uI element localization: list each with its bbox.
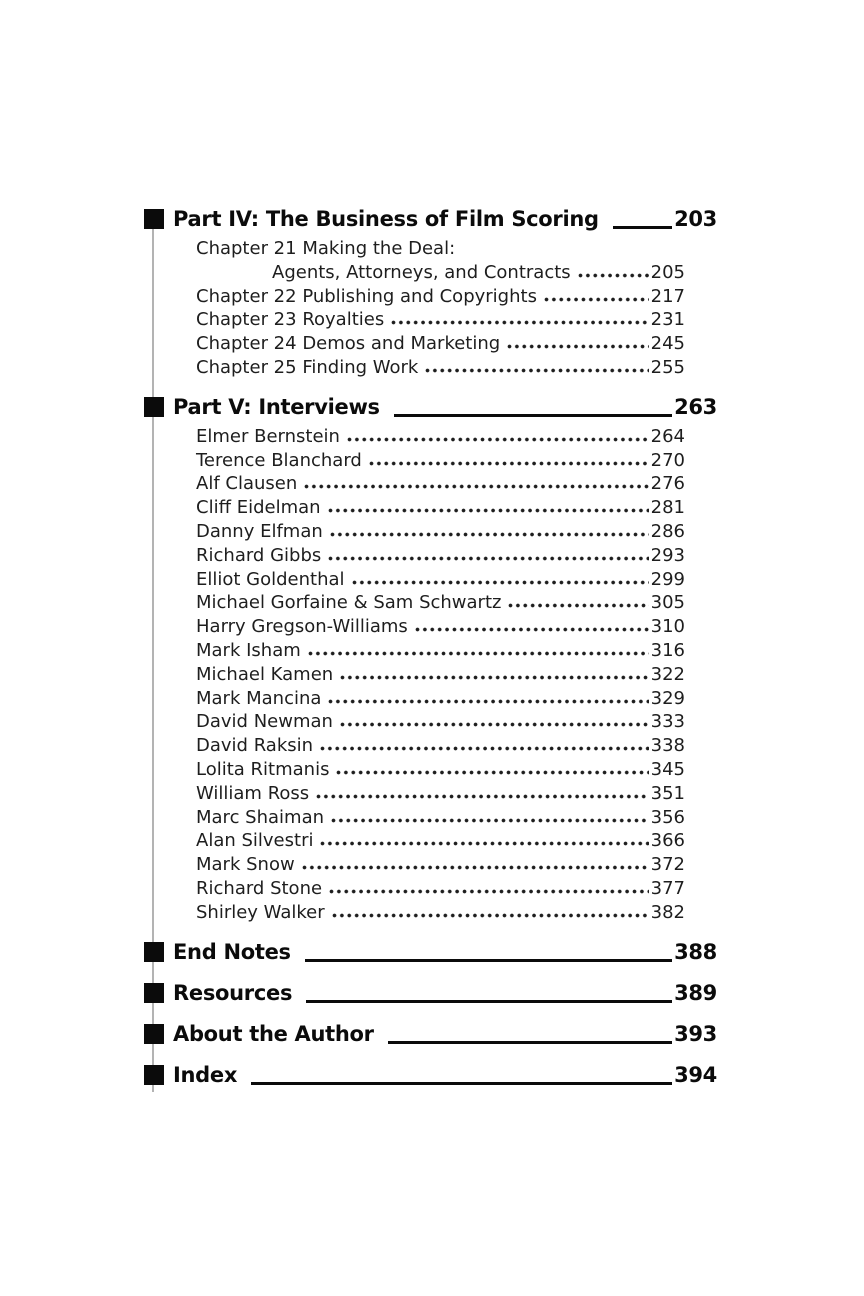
toc-section [144, 205, 717, 380]
leader-rule [388, 1041, 672, 1044]
entry-label: Danny Elfman [196, 520, 323, 542]
toc-entry [144, 520, 717, 544]
entry-page-number: 264 [650, 425, 685, 447]
toc-entry [144, 710, 717, 734]
toc-section [144, 979, 717, 1007]
square-bullet-icon [144, 397, 164, 417]
toc-entry [144, 758, 717, 782]
entry-label: Elmer Bernstein [196, 425, 340, 447]
entry-label: Lolita Ritmanis [196, 758, 330, 780]
dot-leader [369, 461, 649, 466]
entry-label: Mark Isham [196, 639, 301, 661]
dot-leader [507, 344, 648, 349]
part-title: Part V: Interviews [173, 394, 380, 419]
toc-section [144, 1061, 717, 1089]
dot-leader [544, 297, 649, 302]
toc-entry [144, 425, 717, 449]
toc-entry [144, 449, 717, 473]
part-title: Resources [173, 980, 293, 1005]
part-page-number: 203 [674, 207, 717, 231]
entry-page-number: 333 [650, 711, 685, 733]
entry-page-number: 356 [650, 806, 685, 828]
toc-entry [144, 782, 717, 806]
entry-page-number: 366 [650, 830, 685, 852]
entry-page-number: 231 [650, 309, 685, 331]
toc-section [144, 938, 717, 966]
dot-leader [391, 320, 648, 325]
entry-label: Chapter 24 Demos and Marketing [196, 333, 501, 355]
leader-rule [394, 414, 672, 417]
entry-label: Mark Mancina [196, 687, 322, 709]
entry-label: Chapter 25 Finding Work [196, 356, 419, 378]
toc-entry [144, 806, 717, 830]
toc-entry [144, 687, 717, 711]
entry-label: Marc Shaiman [196, 806, 325, 828]
section-entries [144, 237, 717, 380]
entry-label: Agents, Attorneys, and Contracts [272, 261, 571, 283]
toc-entry [144, 308, 717, 332]
dot-leader [316, 794, 648, 799]
entry-page-number: 322 [650, 663, 685, 685]
toc-entry [144, 568, 717, 592]
entry-label: Chapter 22 Publishing and Copyrights [196, 285, 537, 307]
entry-page-number: 305 [650, 592, 685, 614]
part-title: End Notes [173, 939, 291, 964]
dot-leader [330, 532, 649, 537]
dot-leader [329, 889, 649, 894]
toc-entry [144, 853, 717, 877]
entry-label: Alan Silvestri [196, 830, 314, 852]
leader-rule [305, 959, 672, 962]
toc-entry [144, 237, 717, 261]
dot-leader [340, 675, 648, 680]
dot-leader [578, 273, 649, 278]
entry-label: Michael Kamen [196, 663, 334, 685]
entry-page-number: 293 [650, 544, 685, 566]
dot-leader [425, 368, 648, 373]
toc-entry [144, 734, 717, 758]
square-bullet-icon [144, 1065, 164, 1085]
square-bullet-icon [144, 209, 164, 229]
part-page-number: 389 [674, 980, 717, 1005]
entry-page-number: 281 [650, 497, 685, 519]
toc-entry [144, 285, 717, 309]
part-page-number: 263 [674, 394, 717, 419]
dot-leader [308, 651, 649, 656]
toc-entry [144, 472, 717, 496]
dot-leader [352, 580, 649, 585]
table-of-contents [144, 205, 717, 1089]
toc-entry [144, 877, 717, 901]
leader-rule [613, 226, 672, 229]
toc-entry [144, 591, 717, 615]
toc-entry [144, 901, 717, 925]
dot-leader [331, 818, 649, 823]
part-title: Part IV: The Business of Film Scoring [173, 207, 599, 231]
entry-label: David Raksin [196, 735, 314, 757]
part-heading [144, 393, 717, 421]
entry-page-number: 255 [650, 356, 685, 378]
entry-label: Elliot Goldenthal [196, 568, 345, 590]
dot-leader [320, 746, 649, 751]
toc-entry [144, 615, 717, 639]
entry-page-number: 338 [650, 735, 685, 757]
entry-page-number: 377 [650, 877, 685, 899]
dot-leader [302, 865, 649, 870]
entry-page-number: 205 [650, 261, 685, 283]
entry-label: Richard Gibbs [196, 544, 322, 566]
entry-label: Richard Stone [196, 877, 323, 899]
toc-entry [144, 356, 717, 380]
entry-label: Chapter 21 Making the Deal: [196, 238, 456, 259]
toc-entry [144, 544, 717, 568]
dot-leader [415, 627, 649, 632]
part-heading [144, 979, 717, 1007]
entry-page-number: 276 [650, 473, 685, 495]
toc-entry [144, 829, 717, 853]
part-heading [144, 938, 717, 966]
entry-page-number: 329 [650, 687, 685, 709]
toc-section [144, 1020, 717, 1048]
entry-label: Cliff Eidelman [196, 497, 321, 519]
toc-entry [144, 639, 717, 663]
dot-leader [340, 722, 649, 727]
dot-leader [332, 913, 649, 918]
entry-page-number: 286 [650, 520, 685, 542]
dot-leader [347, 437, 649, 442]
part-page-number: 394 [674, 1062, 717, 1087]
square-bullet-icon [144, 1024, 164, 1044]
leader-rule [251, 1082, 672, 1085]
toc-entry [144, 496, 717, 520]
entry-label: Michael Gorfaine & Sam Schwartz [196, 592, 502, 614]
entry-label: Chapter 23 Royalties [196, 309, 385, 331]
dot-leader [328, 556, 648, 561]
dot-leader [304, 484, 648, 489]
entry-page-number: 270 [650, 449, 685, 471]
toc-entry [144, 663, 717, 687]
entry-page-number: 310 [650, 616, 685, 638]
entry-label: Terence Blanchard [196, 449, 362, 471]
entry-page-number: 345 [650, 758, 685, 780]
dot-leader [328, 699, 648, 704]
entry-page-number: 351 [650, 782, 685, 804]
dot-leader [336, 770, 648, 775]
dot-leader [320, 841, 648, 846]
entry-label: Harry Gregson-Williams [196, 616, 408, 638]
part-heading [144, 1061, 717, 1089]
part-heading [144, 205, 717, 233]
entry-label: David Newman [196, 711, 333, 733]
entry-label: Shirley Walker [196, 901, 325, 923]
entry-page-number: 382 [650, 901, 685, 923]
entry-label: Mark Snow [196, 854, 295, 876]
dot-leader [328, 508, 649, 513]
part-page-number: 393 [674, 1021, 717, 1046]
entry-label: Alf Clausen [196, 473, 298, 495]
toc-section [144, 393, 717, 925]
dot-leader [508, 603, 648, 608]
part-title: About the Author [173, 1021, 374, 1046]
part-page-number: 388 [674, 939, 717, 964]
part-heading [144, 1020, 717, 1048]
toc-entry [144, 261, 717, 285]
entry-page-number: 316 [650, 639, 685, 661]
section-entries [144, 425, 717, 925]
part-title: Index [173, 1062, 238, 1087]
entry-label: William Ross [196, 782, 310, 804]
leader-rule [306, 1000, 672, 1003]
entry-page-number: 217 [650, 285, 685, 307]
square-bullet-icon [144, 983, 164, 1003]
toc-entry [144, 332, 717, 356]
entry-page-number: 245 [650, 333, 685, 355]
entry-page-number: 299 [650, 568, 685, 590]
entry-page-number: 372 [650, 854, 685, 876]
square-bullet-icon [144, 942, 164, 962]
